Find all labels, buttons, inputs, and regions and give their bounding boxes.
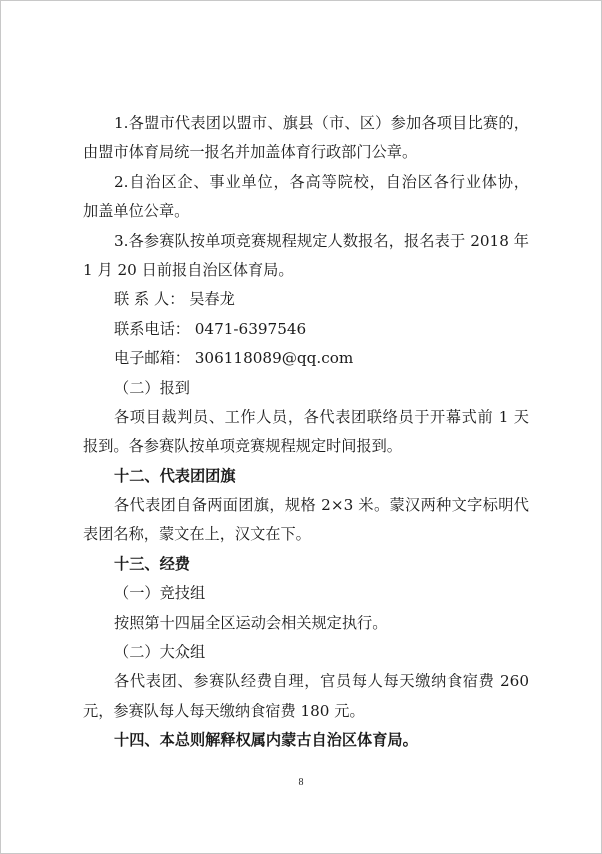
- page-number: 8: [298, 777, 304, 788]
- text-line: 元，参赛队每人每天缴纳食宿费 180 元。: [83, 701, 365, 720]
- section-heading: 十四、本总则解释权属内蒙古自治区体育局。: [114, 731, 418, 750]
- text-line: 按照第十四届全区运动会相关规定执行。: [114, 613, 388, 632]
- document-body: [83, 109, 529, 756]
- text-line: 表团名称，蒙文在上，汉文在下。: [83, 525, 311, 544]
- text-line: （二）报到: [114, 378, 190, 397]
- section-heading: 十二、代表团团旗: [114, 466, 236, 485]
- text-line: 联 系 人： 吴春龙: [114, 290, 235, 309]
- text-line: 加盖单位公章。: [83, 202, 190, 221]
- text-line: 2.自治区企、事业单位，各高等院校，自治区各行业体协，: [114, 172, 529, 191]
- text-line: （一）竞技组: [114, 584, 206, 603]
- text-line: 1.各盟市代表团以盟市、旗县（市、区）参加各项目比赛的，: [114, 114, 529, 132]
- text-line: 由盟市体育局统一报名并加盖体育行政部门公章。: [83, 143, 418, 162]
- section-heading: 十三、经费: [114, 554, 190, 573]
- text-line: 各项目裁判员、工作人员，各代表团联络员于开幕式前 1 天: [114, 407, 529, 426]
- text-line: （二）大众组: [114, 643, 206, 662]
- text-line: 3.各参赛队按单项竞赛规程规定人数报名，报名表于 2018 年: [114, 231, 529, 250]
- text-line: 电子邮箱： 306118089@qq.com: [114, 349, 354, 368]
- text-line: 1 月 20 日前报自治区体育局。: [83, 260, 294, 279]
- text-line: 各代表团、参赛队经费自理，官员每人每天缴纳食宿费 260: [114, 672, 529, 691]
- text-line: 报到。各参赛队按单项竞赛规程规定时间报到。: [83, 437, 402, 456]
- text-line: 联系电话： 0471-6397546: [114, 319, 307, 338]
- text-line: 各代表团自备两面团旗，规格 2×3 米。蒙汉两种文字标明代: [114, 496, 529, 515]
